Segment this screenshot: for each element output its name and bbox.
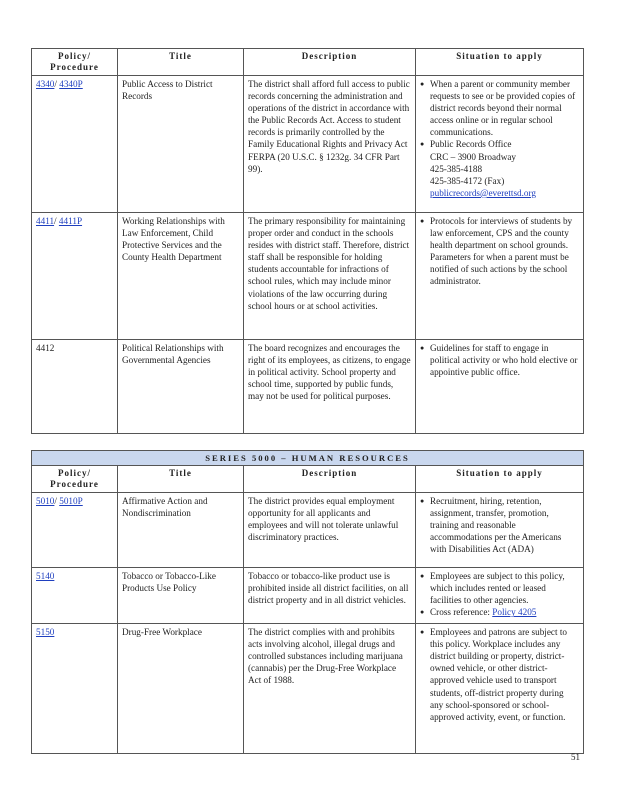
series-title: SERIES 5000 – HUMAN RESOURCES [32, 451, 584, 466]
procedure-link[interactable]: 4340P [59, 79, 83, 89]
header-policy: Policy/ Procedure [32, 466, 118, 493]
policy-link[interactable]: 5150 [36, 627, 55, 638]
table-row [32, 76, 584, 213]
policy-situation [416, 213, 584, 340]
policy-situation [416, 493, 584, 568]
header-description: Description [244, 466, 416, 493]
cross-reference [428, 606, 579, 618]
policy-description: The district complies with and prohibits acts involving alcohol, illegal drugs and controlled substances including marijuana (cannabis) per the Drug-Free Workplace Act of 1988. [244, 624, 416, 754]
policy-title: Tobacco or Tobacco-Like Products Use Policy [118, 568, 244, 624]
office-address: CRC – 3900 Broadway [430, 151, 517, 162]
policy-codes [32, 568, 118, 624]
policy-title: Political Relationships with Governmental Agencies [118, 340, 244, 434]
header-title: Title [118, 49, 244, 76]
policy-table-4000 [31, 48, 584, 434]
table-row [32, 213, 584, 340]
header-title: Title [118, 466, 244, 493]
office-phone: 425-385-4188 [430, 163, 483, 174]
table-header-row [32, 49, 584, 76]
table-header-row [32, 466, 584, 493]
header-situation: Situation to apply [416, 466, 584, 493]
header-policy: Policy/ Procedure [32, 49, 118, 76]
header-situation: Situation to apply [416, 49, 584, 76]
cross-reference-label: Cross reference: [430, 607, 493, 618]
policy-codes: 4411/ 4411P [32, 213, 118, 340]
policy-codes [32, 624, 118, 754]
policy-description: The district provides equal employment opportunity for all applicants and employees and will not tolerate unlawful discriminatory practices. [244, 493, 416, 568]
table-row [32, 340, 584, 434]
policy-description: The district shall afford full access to public records concerning the administration and operations of the district in accordance with the Public Records Act. Access to student records is primarily controlled by the Family Educational Rights and Privacy Act FERPA (20 U.S.C. § 1232g. 34 CFR Part 99). [244, 76, 416, 213]
policy-codes: 4340/ 4340P [32, 76, 118, 213]
table-row [32, 493, 584, 568]
series-header-row [32, 451, 584, 466]
policy-codes [32, 340, 118, 434]
situation-item: ● When a parent or community member requests to see or be provided copies of district records beyond their normal access online or in regular school communications. [428, 78, 579, 138]
policy-codes: 5010/ 5010P [32, 493, 118, 568]
policy-description: The primary responsibility for maintaining proper order and conduct in the schools resides with district staff. Therefore, district staff shall be responsible for holding students accountable for infractions of school rules, which may include minor violations of the law occurring during school hours or at school activities. [244, 213, 416, 340]
office-name: ● Public Records Office [430, 139, 512, 150]
policy-situation [416, 76, 584, 213]
policy-link[interactable]: 5010 [36, 496, 55, 507]
policy-link[interactable]: 4340 [36, 79, 55, 89]
policy-table-5000 [31, 450, 584, 754]
situation-item: ● Guidelines for staff to engage in political activity or who hold elective or appointive public office. [428, 342, 579, 378]
policy-situation [416, 340, 584, 434]
situation-item: ● Employees are subject to this policy, which includes rented or leased facilities to other agencies. [428, 570, 579, 606]
policy-title: Drug-Free Workplace [118, 624, 244, 754]
table-row [32, 624, 584, 754]
situation-item: ● Employees and patrons are subject to this policy. Workplace includes any district building or property, district-owned vehicle, or other district-approved vehicle used to transport students, off-district property during any school-sponsored or school-approved activity, event, or function. [428, 626, 579, 723]
header-description: Description [244, 49, 416, 76]
policy-code: 4412 [36, 343, 55, 353]
policy-description: Tobacco or tobacco-like product use is prohibited inside all district facilities, on all district property and in all district vehicles. [244, 568, 416, 624]
office-fax: 425-385-4172 (Fax) [430, 175, 505, 186]
procedure-link[interactable]: 4411P [58, 216, 83, 226]
situation-item: ● Recruitment, hiring, retention, assignment, transfer, promotion, training and reasonable accommodations per the Americans with Disabilities Act (ADA) [428, 495, 579, 555]
situation-item: ● Protocols for interviews of students by law enforcement, CPS and the county health department on school grounds. Parameters for when a parent must be notified of such actions by the school administrator. [428, 215, 579, 288]
policy-situation [416, 624, 584, 754]
policy-situation [416, 568, 584, 624]
policy-link[interactable]: 4411 [36, 216, 55, 226]
policy-title: Public Access to District Records [118, 76, 244, 213]
office-contact [428, 138, 579, 198]
cross-reference-link[interactable]: Policy 4205 [492, 607, 537, 618]
page-number: 51 [571, 752, 580, 762]
policy-link[interactable]: 5140 [36, 571, 55, 582]
table-row [32, 568, 584, 624]
office-email-link[interactable]: publicrecords@everettsd.org [430, 187, 537, 198]
policy-title: Affirmative Action and Nondiscrimination [118, 493, 244, 568]
procedure-link[interactable]: 5010P [59, 496, 83, 507]
policy-title: Working Relationships with Law Enforcement, Child Protective Services and the County Health Department [118, 213, 244, 340]
policy-description: The board recognizes and encourages the right of its employees, as citizens, to engage in political activity. School property and school time, supported by public funds, may not be used for political purposes. [244, 340, 416, 434]
